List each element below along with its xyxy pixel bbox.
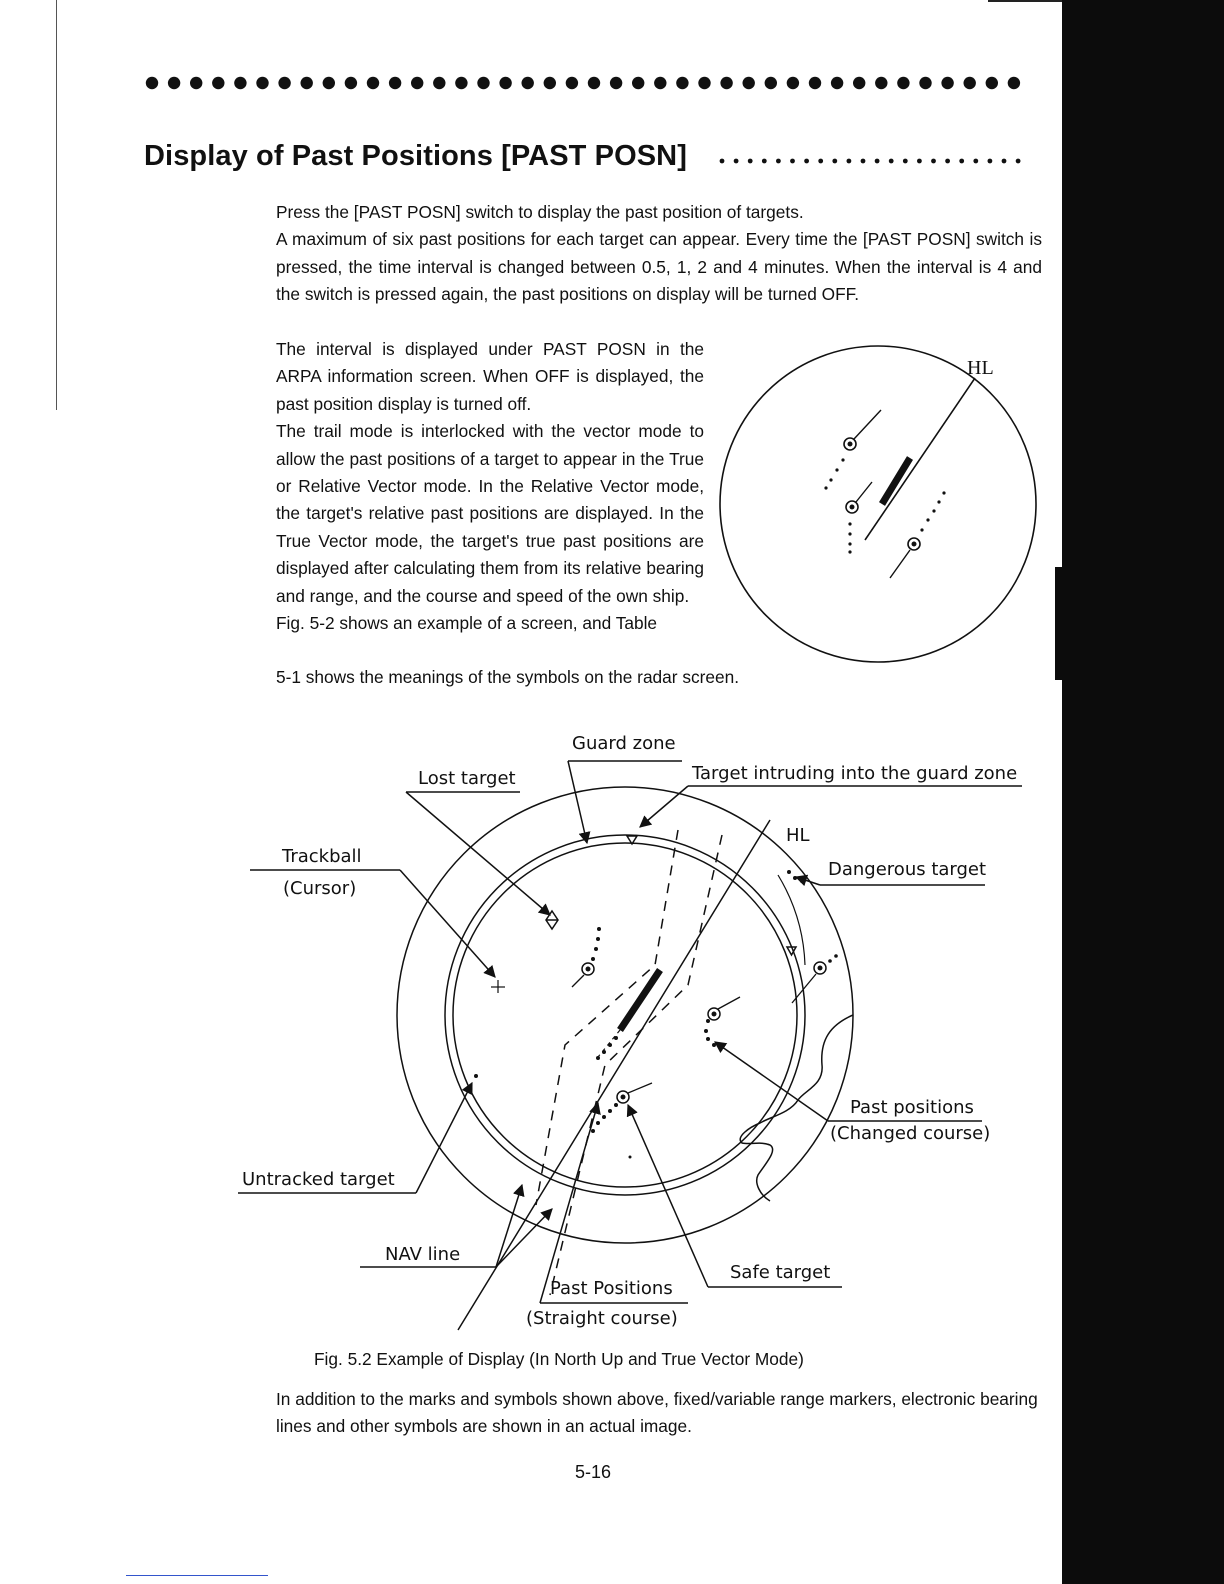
chapter-tab (1055, 567, 1063, 680)
separator-dot (919, 77, 931, 89)
separator-dot (278, 77, 290, 89)
trail-mode-paragraph: The trail mode is interlocked with the vector mode to allow the past positions of a target to appear in the True or Relative Vector mode. In the Relative Vector mode, the target's relative past positions are displayed. In the True Vector mode, the target's true past positions are displayed after calculating them from its relative bearing and range, and the course and speed of the own ship. (276, 421, 704, 606)
separator-dot (234, 77, 246, 89)
separator-dot (544, 77, 556, 89)
nav-line-right (550, 835, 722, 1295)
separator-dot (411, 77, 423, 89)
separator-dot (588, 77, 600, 89)
label-lost-target: Lost target (418, 768, 516, 789)
radar-ring-inner (453, 843, 797, 1187)
dangerous-target-dots (787, 870, 804, 883)
separator-dot (323, 77, 335, 89)
separator-dot (146, 77, 158, 89)
cursor-cross (491, 980, 505, 993)
figure-caption: Fig. 5.2 Example of Display (In North Up and True Vector Mode) (314, 1349, 804, 1369)
nav-line-left (536, 830, 678, 1205)
separator-dot (168, 77, 180, 89)
past-position-dots (824, 458, 844, 489)
label-dangerous-target: Dangerous target (828, 859, 987, 880)
range-dot (629, 1156, 632, 1159)
label-past-positions-straight: Past Positions (550, 1278, 673, 1299)
past-position-dots (920, 491, 945, 531)
label-untracked-target: Untracked target (242, 1169, 395, 1190)
heading-leader-dots (718, 143, 1032, 171)
target-symbol (844, 410, 881, 450)
separator-dot (632, 77, 644, 89)
label-cursor: (Cursor) (283, 878, 357, 899)
label-hl: HL (786, 825, 810, 846)
leader-dot (959, 159, 964, 164)
small-hl-label: HL (967, 357, 994, 379)
separator-dot (522, 77, 534, 89)
guard-zone-arc (778, 875, 805, 965)
leader-dot (973, 159, 978, 164)
leader-dot (875, 159, 880, 164)
separator-dot (212, 77, 224, 89)
leader-dot (790, 159, 795, 164)
nav-line-pointer-2 (496, 1209, 552, 1267)
leader-dot (903, 159, 908, 164)
leader-dot (861, 159, 866, 164)
separator-dot (389, 77, 401, 89)
separator-dot (190, 77, 202, 89)
separator-dot (787, 77, 799, 89)
radar-circle (720, 346, 1036, 662)
heading-line (865, 378, 975, 540)
hl-line (458, 820, 770, 1330)
separator-dot (964, 77, 976, 89)
separator-dot (367, 77, 379, 89)
top-edge-rule (988, 0, 1068, 2)
scan-edge-bar (1062, 0, 1224, 1584)
separator-dot (720, 77, 732, 89)
leader-dot (889, 159, 894, 164)
leader-dot (734, 159, 739, 164)
separator-dot (853, 77, 865, 89)
label-intruding-target: Target intruding into the guard zone (692, 763, 1018, 784)
separator-dot (499, 77, 511, 89)
target-symbol (890, 538, 920, 578)
separator-dot (433, 77, 445, 89)
separator-dot (301, 77, 313, 89)
separator-dot (610, 77, 622, 89)
leader-dot (832, 159, 837, 164)
leader-dot (931, 159, 936, 164)
leader-dot (748, 159, 753, 164)
target-symbol (572, 963, 594, 987)
label-safe-target: Safe target (730, 1262, 831, 1283)
label-straight-course: (Straight course) (526, 1308, 678, 1329)
safe-target-pointer (628, 1105, 708, 1287)
radar-outer-circle (397, 787, 853, 1243)
leader-dot (917, 159, 922, 164)
label-trackball: Trackball (282, 846, 362, 867)
own-ship-vector (620, 970, 660, 1030)
bottom-rule (126, 1575, 268, 1576)
intro-text (276, 199, 1042, 309)
separator-dot (875, 77, 887, 89)
note-paragraph: In addition to the marks and symbols shown above, fixed/variable range markers, electronic bearing lines and other symbols are shown in an actual image. (276, 1389, 1038, 1437)
guard-zone-pointer (568, 761, 587, 843)
safe-target-symbol (617, 1083, 652, 1103)
intro-paragraph-2: A maximum of six past positions for each target can appear. Every time the [PAST POSN] switch is pressed, the time interval is changed between 0.5, 1, 2 and 4 minutes. When the interval is 4 and the switch is pressed again, the past positions on display will be turned OFF. (276, 229, 1042, 305)
label-nav-line: NAV line (385, 1244, 461, 1265)
separator-dot (256, 77, 268, 89)
target-symbol (846, 482, 872, 513)
separator-dot (1008, 77, 1020, 89)
figure-reference-end: 5-1 shows the meanings of the symbols on the radar screen. (276, 667, 739, 687)
leader-dot (988, 159, 993, 164)
past-position-dots (591, 927, 601, 961)
past-position-dots (704, 1019, 716, 1047)
separator-dot (345, 77, 357, 89)
separator-dot (743, 77, 755, 89)
leader-dot (847, 159, 852, 164)
past-position-dots (848, 522, 851, 553)
separator-dot (809, 77, 821, 89)
trackball-pointer (400, 870, 495, 977)
separator-dot (654, 77, 666, 89)
interval-paragraph: The interval is displayed under PAST POSN in the ARPA information screen. When OFF is displayed, the past position display is turned off. (276, 339, 704, 414)
separator-dot (986, 77, 998, 89)
past-changed-pointer (715, 1042, 828, 1121)
flow-text (276, 336, 704, 637)
label-changed-course: (Changed course) (830, 1123, 991, 1144)
separator-dot (831, 77, 843, 89)
radar-example-figure (230, 725, 1040, 1340)
coastline (740, 1015, 853, 1201)
section-title: Display of Past Positions [PAST POSN] (144, 140, 687, 172)
figure-reference-line: Fig. 5-2 shows an example of a screen, and Table (276, 613, 658, 634)
separator-dot (941, 77, 953, 89)
leader-dot (1002, 159, 1007, 164)
label-guard-zone: Guard zone (572, 733, 676, 754)
leader-dot (945, 159, 950, 164)
leader-dot (720, 159, 725, 164)
intruding-pointer (640, 786, 688, 827)
separator-dot (698, 77, 710, 89)
separator-dot (455, 77, 467, 89)
separator-dot (477, 77, 489, 89)
note-text (276, 1386, 1046, 1441)
changed-course-target (708, 997, 740, 1020)
untracked-target-dot (474, 1074, 478, 1078)
separator-dot (765, 77, 777, 89)
label-past-positions-changed: Past positions (850, 1097, 974, 1118)
page-number: 5-16 (575, 1462, 612, 1482)
lost-target-pointer (406, 792, 550, 915)
leader-dot (776, 159, 781, 164)
leader-dot (762, 159, 767, 164)
separator-dot (566, 77, 578, 89)
radar-ring-outer (445, 835, 805, 1195)
leader-dot (804, 159, 809, 164)
separator-dot (897, 77, 909, 89)
leader-dot (818, 159, 823, 164)
small-radar-figure (710, 340, 1050, 670)
nav-line-pointer-1 (496, 1185, 522, 1267)
separator-dot (676, 77, 688, 89)
dotted-separator (145, 72, 1037, 94)
leader-dot (1016, 159, 1021, 164)
left-margin-rule (56, 0, 57, 410)
intro-paragraph-1: Press the [PAST POSN] switch to display the past position of targets. (276, 202, 804, 222)
